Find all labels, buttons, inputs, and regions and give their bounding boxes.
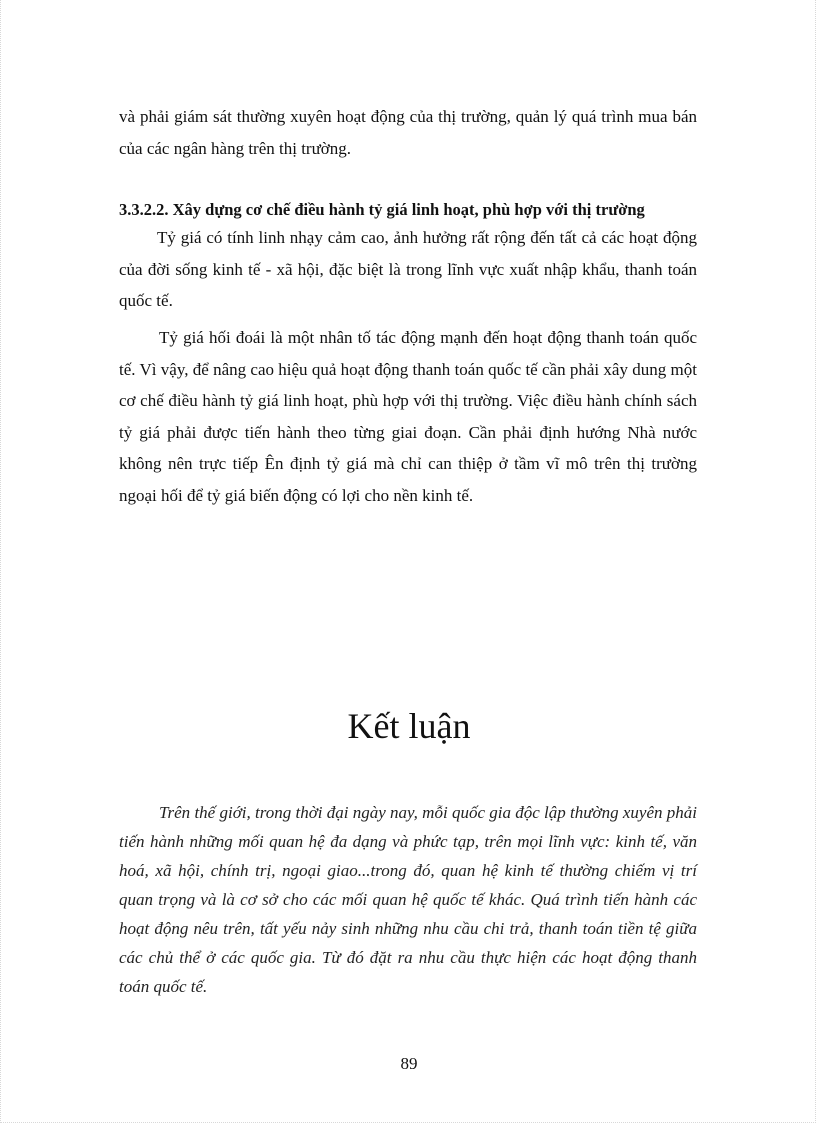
conclusion-title: Kết luận (347, 706, 471, 746)
paragraph-continuation: và phải giám sát thường xuyên hoạt động của thị trường, quản lý quá trình mua bán của các ngân hàng trên thị trường. (119, 107, 697, 158)
paragraph-exchange-rate-mechanism: Tỷ giá hối đoái là một nhân tố tác động mạnh đến hoạt động thanh toán quốc tế. Vì vậy, để nâng cao hiệu quả hoạt động thanh toán quốc tế cần phải xây dung một cơ chế điều hành tỷ giá linh hoạt, phù hợp với thị trường. Việc điều hành chính sách tỷ giá phải được tiến hành theo từng giai đoạn. Cần phải định hướng Nhà nước không nên trực tiếp Ên định tỷ giá mà chỉ can thiệp ở tầm vĩ mô trên thị trường ngoại hối để tỷ giá biến động có lợi cho nền kinh tế. (119, 328, 697, 505)
page-number: 89 (400, 1054, 418, 1073)
conclusion-paragraph: Trên thế giới, trong thời đại ngày nay, mỗi quốc gia độc lập thường xuyên phải tiến hành những mối quan hệ đa dạng và phức tạp, trên mọi lĩnh vực: kinh tế, văn hoá, xã hội, chính trị, ngoại giao...trong đó, quan hệ kinh tế thường chiếm vị trí quan trọng và là cơ sở cho các mối quan hệ quốc tế khác. Quá trình tiến hành các hoạt động nêu trên, tất yếu nảy sinh những nhu cầu chi trả, thanh toán tiền tệ giữa các chủ thể ở các quốc gia. Từ đó đặt ra nhu cầu thực hiện các hoạt động thanh toán quốc tế. (119, 803, 697, 996)
section-heading: 3.3.2.2. Xây dựng cơ chế điều hành tỷ giá linh hoạt, phù hợp với thị trường (119, 199, 645, 219)
paragraph-exchange-rate-sensitivity: Tỷ giá có tính linh nhạy cảm cao, ảnh hưởng rất rộng đến tất cả các hoạt động của đời sống kinh tế - xã hội, đặc biệt là trong lĩnh vực xuất nhập khẩu, thanh toán quốc tế. (119, 228, 697, 310)
